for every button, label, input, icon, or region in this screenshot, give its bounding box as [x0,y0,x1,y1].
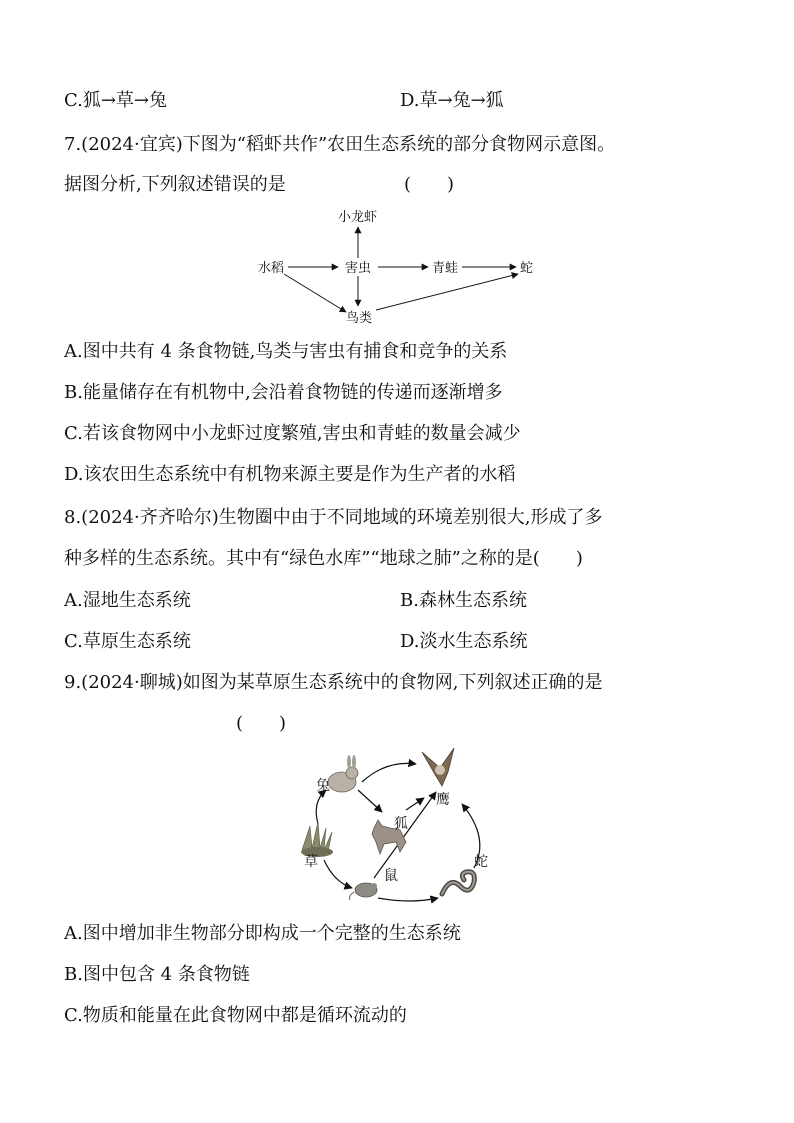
q9-stem-line1: 9.(2024·聊城)如图为某草原生态系统中的食物网,下列叙述正确的是 [64,672,603,693]
q9-option-c: C.物质和能量在此食物网中都是循环流动的 [64,1005,407,1026]
q7-option-c: C.若该食物网中小龙虾过度繁殖,害虫和青蛙的数量会减少 [64,423,521,444]
node-qingwa: 青蛙 [432,261,459,276]
eagle-image [422,748,454,786]
label-hu: 狐 [394,816,408,832]
q8-stem-line2: 种多样的生态系统。其中有“绿色水库”“地球之肺”之称的是( ) [64,548,583,569]
q8-option-b: B.森林生态系统 [400,590,527,611]
node-haichong: 害虫 [345,261,372,276]
label-shu: 鼠 [384,868,398,884]
q6-option-d: D.草→兔→狐 [400,90,504,111]
arrow-niaolei-she [376,274,518,310]
q9-option-b: B.图中包含 4 条食物链 [64,964,250,985]
q8-stem-line1: 8.(2024·齐齐哈尔)生物圈中由于不同地域的环境差别很大,形成了多 [64,507,603,528]
q9-answer-blank: ( ) [236,713,287,734]
arrow-cao-tu [316,790,326,824]
q7-stem-line1: 7.(2024·宜宾)下图为“稻虾共作”农田生态系统的部分食物网示意图。 [64,134,616,155]
node-xiaolongxia: 小龙虾 [338,210,378,225]
arrow-shuidao-niaolei [284,274,346,312]
arrow-hu-ying [406,798,424,810]
label-she: 蛇 [474,854,488,870]
arrow-cao-shu [324,860,352,888]
node-niaolei: 鸟类 [346,311,373,326]
node-she: 蛇 [520,261,534,276]
q6-option-c: C.狐→草→兔 [64,90,168,111]
grass-image [301,822,333,857]
q7-option-b: B.能量储存在有机物中,会沿着食物链的传递而逐渐增多 [64,382,503,403]
q7-option-a: A.图中共有 4 条食物链,鸟类与害虫有捕食和竞争的关系 [64,341,508,362]
arrow-tu-hu [358,790,382,812]
arrow-tu-ying [362,763,416,782]
q8-option-a: A.湿地生态系统 [64,590,191,611]
q9-food-web-diagram [290,740,506,912]
q8-option-c: C.草原生态系统 [64,631,191,652]
rabbit-image [328,755,358,792]
mouse-image [350,883,378,900]
q7-answer-blank: ( ) [404,174,455,195]
arrow-shu-she [378,898,438,901]
q8-option-d: D.淡水生态系统 [400,631,528,652]
snake-image [442,872,474,894]
node-shuidao: 水稻 [258,261,285,276]
label-cao: 草 [304,854,318,870]
q9-option-a: A.图中增加非生物部分即构成一个完整的生态系统 [64,923,461,944]
q7-option-d: D.该农田生态系统中有机物来源主要是作为生产者的水稻 [64,464,516,485]
label-tu: 兔 [316,778,330,794]
label-ying: 鹰 [436,792,450,808]
q7-stem-line2: 据图分析,下列叙述错误的是 [64,174,286,195]
q7-food-web-diagram [250,202,550,332]
